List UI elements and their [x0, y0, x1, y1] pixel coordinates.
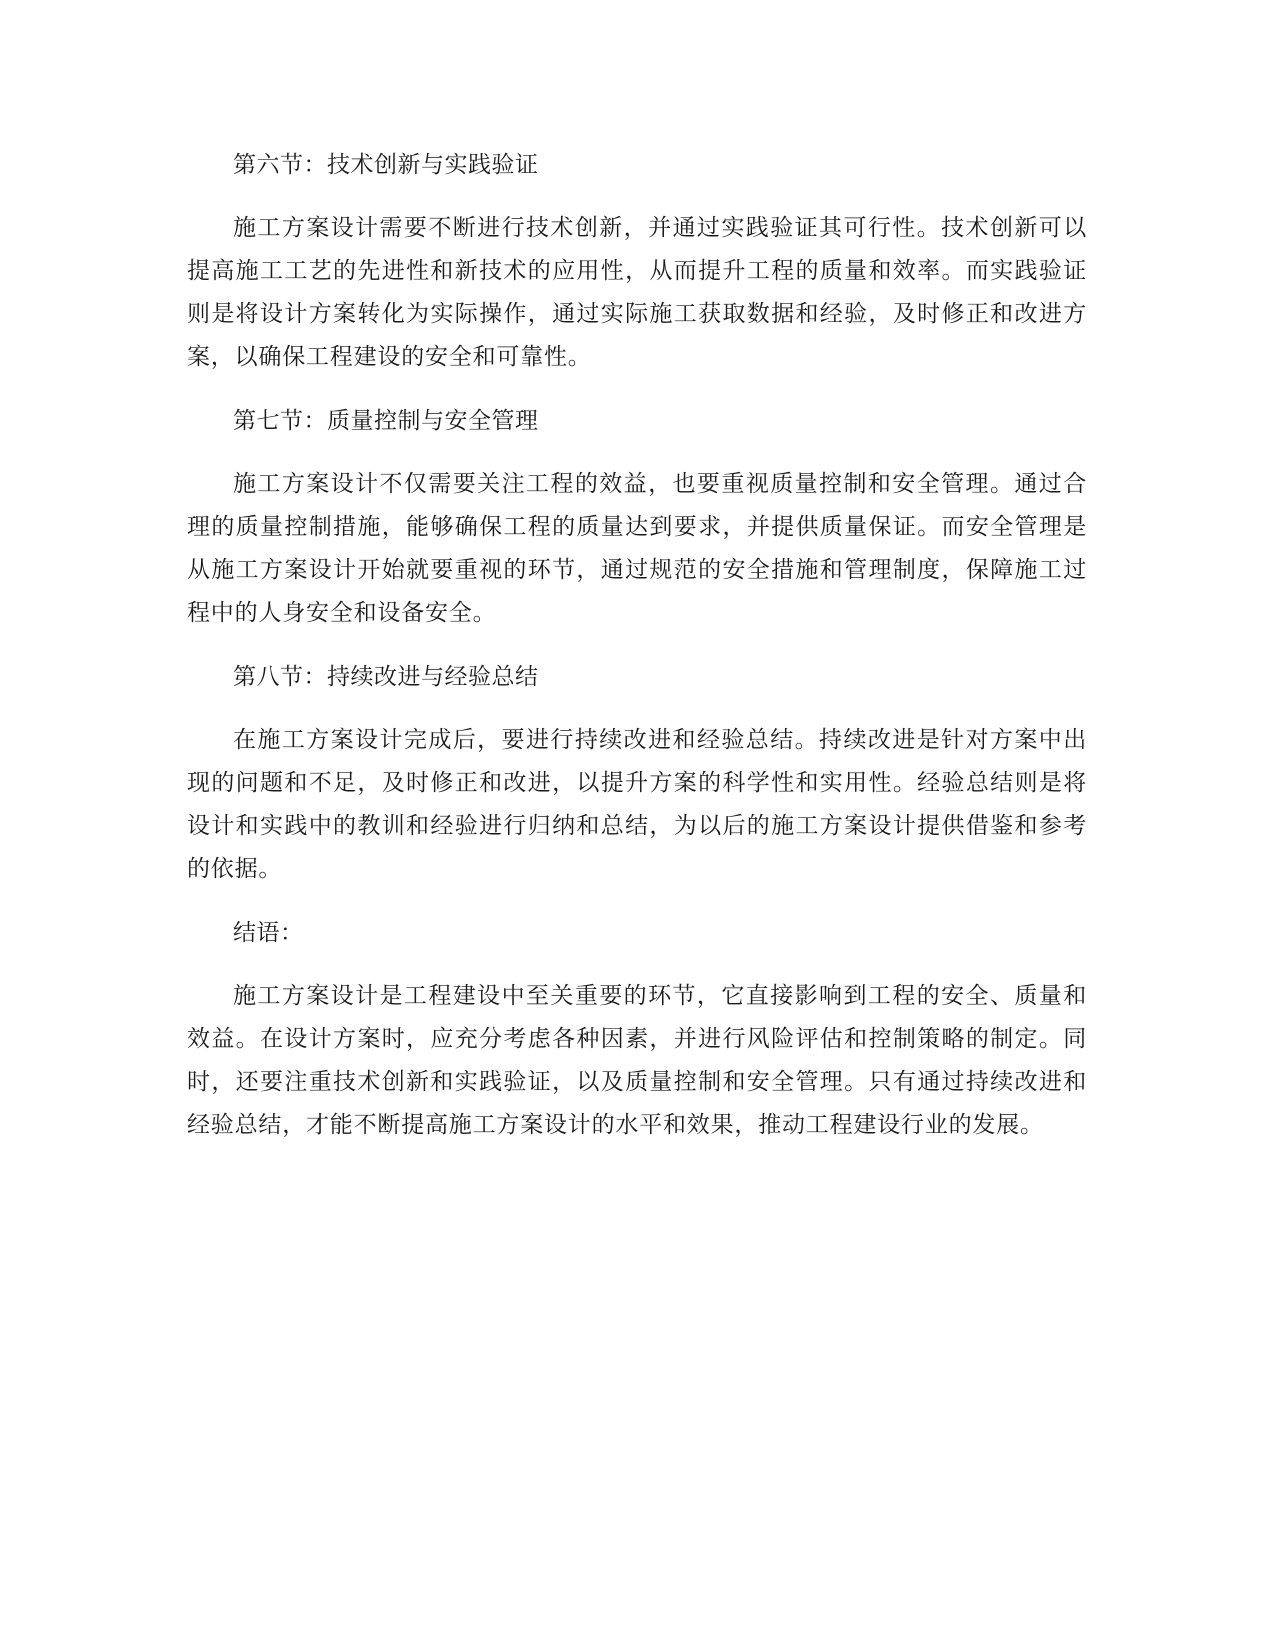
conclusion-paragraph: 施工方案设计是工程建设中至关重要的环节，它直接影响到工程的安全、质量和效益。在设计方案时，应充分考虑各种因素，并进行风险评估和控制策略的制定。同时，还要注重技术创新和实践验证，以及质量控制和安全管理。只有通过持续改进和经验总结，才能不断提高施工方案设计的水平和效果，推动工程建设行业的发展。 [187, 983, 1087, 1138]
section-6-heading: 第六节：技术创新与实践验证 [233, 152, 539, 178]
document-body [187, 143, 1087, 1167]
section-8-paragraph: 在施工方案设计完成后，要进行持续改进和经验总结。持续改进是针对方案中出现的问题和不足，及时修正和改进，以提升方案的科学性和实用性。经验总结则是将设计和实践中的教训和经验进行归纳和总结，为以后的施工方案设计提供借鉴和参考的依据。 [187, 727, 1087, 882]
section-6-paragraph: 施工方案设计需要不断进行技术创新，并通过实践验证其可行性。技术创新可以提高施工工艺的先进性和新技术的应用性，从而提升工程的质量和效率。而实践验证则是将设计方案转化为实际操作，通过实际施工获取数据和经验，及时修正和改进方案，以确保工程建设的安全和可靠性。 [187, 215, 1087, 370]
conclusion-heading: 结语： [233, 920, 304, 946]
section-8-heading: 第八节：持续改进与经验总结 [233, 664, 539, 690]
section-7-heading: 第七节：质量控制与安全管理 [233, 408, 539, 434]
section-7-paragraph: 施工方案设计不仅需要关注工程的效益，也要重视质量控制和安全管理。通过合理的质量控制措施，能够确保工程的质量达到要求，并提供质量保证。而安全管理是从施工方案设计开始就要重视的环节，通过规范的安全措施和管理制度，保障施工过程中的人身安全和设备安全。 [187, 471, 1087, 626]
